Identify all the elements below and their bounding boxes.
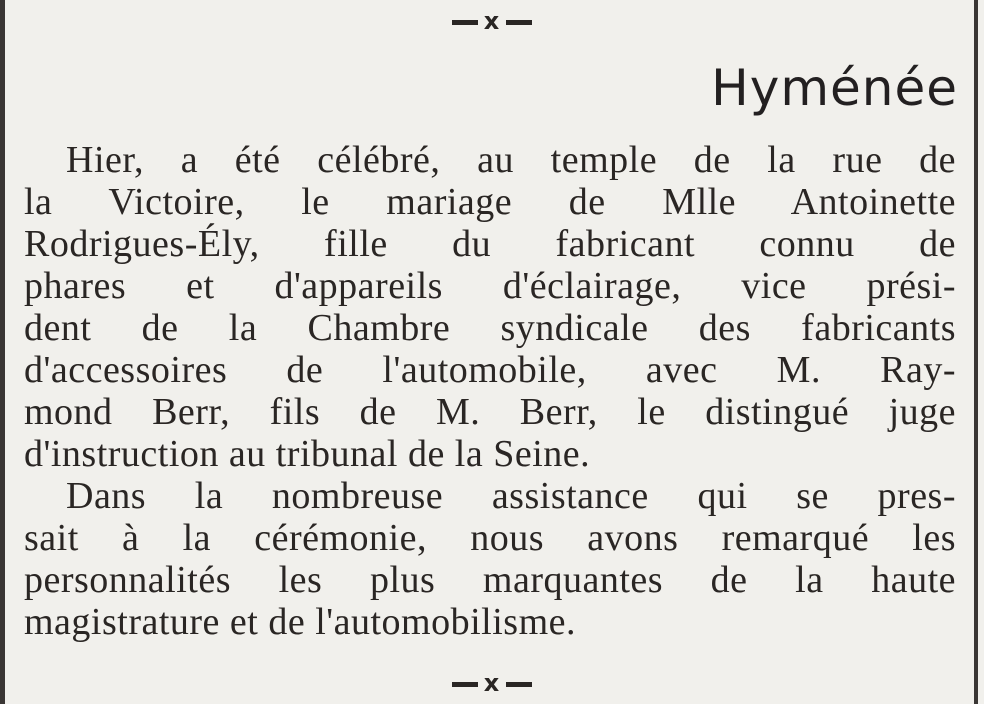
text-line: dent de la Chambre syndicale des fabricants: [24, 307, 956, 349]
separator-dash: [452, 682, 478, 687]
text-line: Rodrigues-Ély, fille du fabricant connu de: [24, 223, 956, 265]
separator-mark: x: [483, 669, 501, 697]
text-line: phares et d'appareils d'éclairage, vice prési-: [24, 265, 956, 307]
separator-ornament-bottom: [0, 668, 984, 698]
separator-ornament-top: [0, 6, 984, 36]
separator-dash: [506, 20, 532, 25]
text-line: mond Berr, fils de M. Berr, le distingué juge: [24, 391, 956, 433]
text-line: d'accessoires de l'automobile, avec M. Ray-: [24, 349, 956, 391]
text-line: magistrature et de l'automobilisme.: [24, 601, 576, 643]
paragraph-2: [24, 475, 956, 643]
text-line: personnalités les plus marquantes de la haute: [24, 559, 956, 601]
text-line: sait à la cérémonie, nous avons remarqué les: [24, 517, 956, 559]
text-line: Hier, a été célébré, au temple de la rue de: [66, 139, 956, 181]
separator-mark: x: [483, 7, 501, 35]
paragraph-1: [24, 139, 956, 475]
text-line: d'instruction au tribunal de la Seine.: [24, 433, 591, 475]
separator-dash: [506, 682, 532, 687]
text-line: la Victoire, le mariage de Mlle Antoinette: [24, 181, 956, 223]
article-title: Hyménée: [711, 59, 958, 117]
separator-dash: [452, 20, 478, 25]
text-line: Dans la nombreuse assistance qui se pres-: [66, 475, 956, 517]
article-body: [24, 139, 956, 643]
column-rule-right: [974, 0, 978, 704]
